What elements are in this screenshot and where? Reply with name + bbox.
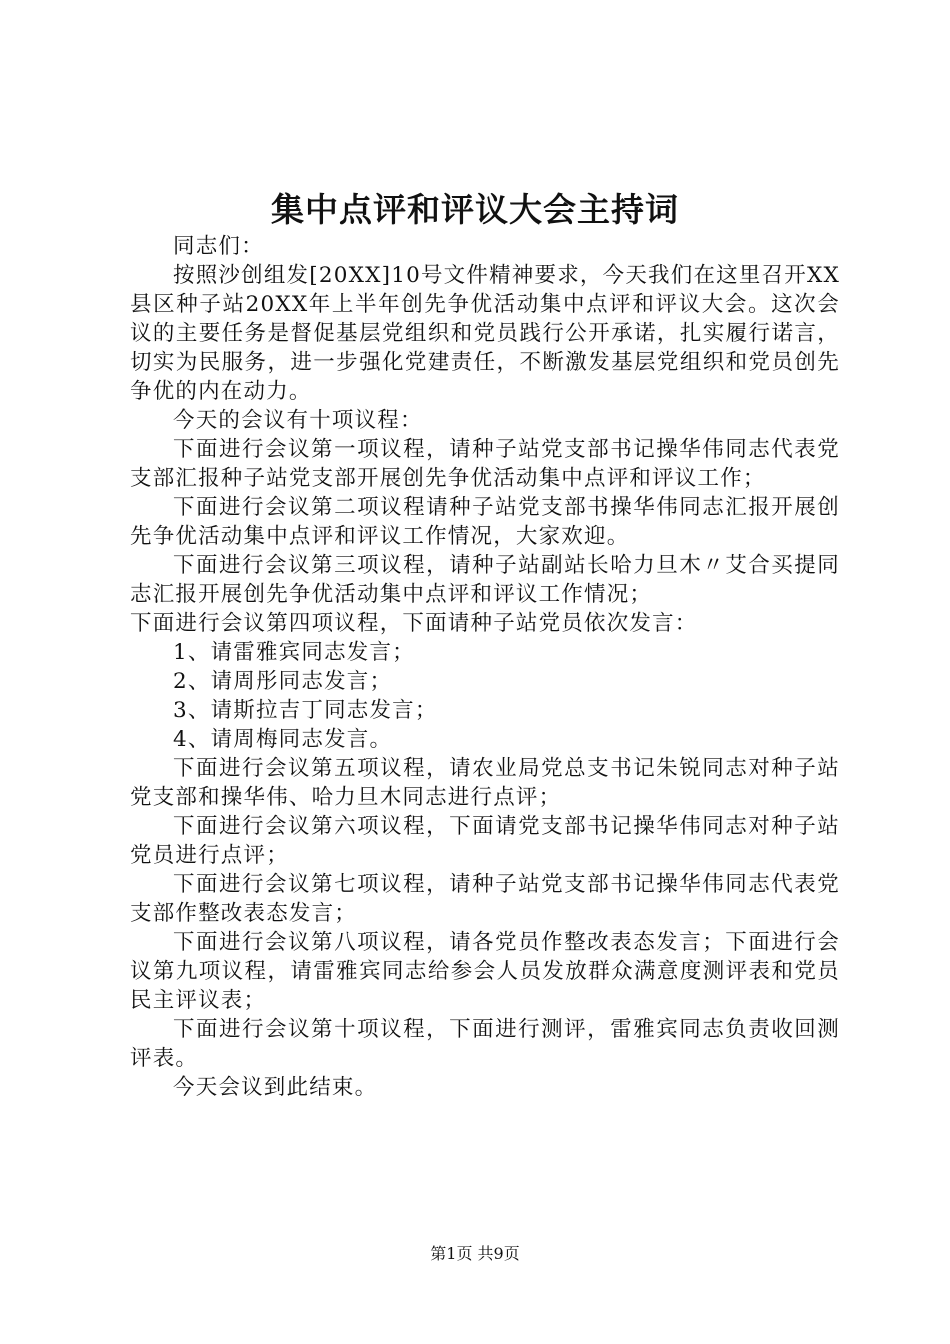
paragraph-agenda-3: 下面进行会议第三项议程，请种子站副站长哈力旦木〃艾合买提同志汇报开展创先争优活动集中点评和评议工作情况；	[130, 553, 840, 607]
paragraph-closing: 今天会议到此结束。	[173, 1075, 378, 1100]
paragraph-agenda-6: 下面进行会议第六项议程，下面请党支部书记操华伟同志对种子站党员进行点评；	[130, 814, 840, 868]
speaker-item-1: 1、请雷雅宾同志发言；	[173, 640, 415, 665]
page-number: 第1页 共9页	[430, 1244, 520, 1263]
speaker-item-2: 2、请周彤同志发言；	[173, 669, 393, 694]
speaker-item-3: 3、请斯拉吉丁同志发言；	[173, 698, 438, 723]
paragraph-greeting: 同志们：	[173, 234, 264, 259]
paragraph-agenda-5: 下面进行会议第五项议程，请农业局党总支书记朱锐同志对种子站党支部和操华伟、哈力旦木同志进行点评；	[130, 756, 840, 810]
paragraph-agenda-7: 下面进行会议第七项议程，请种子站党支部书记操华伟同志代表党支部作整改表态发言；	[130, 872, 840, 926]
speaker-item-4: 4、请周梅同志发言。	[173, 727, 393, 752]
paragraph-intro: 按照沙创组发[20XX]10号文件精神要求，今天我们在这里召开XX县区种子站20XX年上半年创先争优活动集中点评和评议大会。这次会议的主要任务是督促基层党组织和党员践行公开承诺，扎实履行诺言，切实为民服务，进一步强化党建责任，不断激发基层党组织和党员创先争优的内在动力。	[130, 263, 840, 404]
paragraph-agenda-10: 下面进行会议第十项议程，下面进行测评，雷雅宾同志负责收回测评表。	[130, 1017, 840, 1071]
paragraph-agenda-4: 下面进行会议第四项议程，下面请种子站党员依次发言：	[130, 611, 698, 636]
document-body	[130, 232, 840, 1102]
paragraph-agenda-overview: 今天的会议有十项议程：	[173, 408, 423, 433]
paragraph-agenda-8-9: 下面进行会议第八项议程，请各党员作整改表态发言；下面进行会议第九项议程，请雷雅宾同志给参会人员发放群众满意度测评表和党员民主评议表；	[130, 930, 840, 1013]
paragraph-agenda-1: 下面进行会议第一项议程，请种子站党支部书记操华伟同志代表党支部汇报种子站党支部开展创先争优活动集中点评和评议工作；	[130, 437, 840, 491]
page-title: 集中点评和评议大会主持词	[271, 190, 679, 229]
paragraph-agenda-2: 下面进行会议第二项议程请种子站党支部书操华伟同志汇报开展创先争优活动集中点评和评议工作情况，大家欢迎。	[130, 495, 840, 549]
